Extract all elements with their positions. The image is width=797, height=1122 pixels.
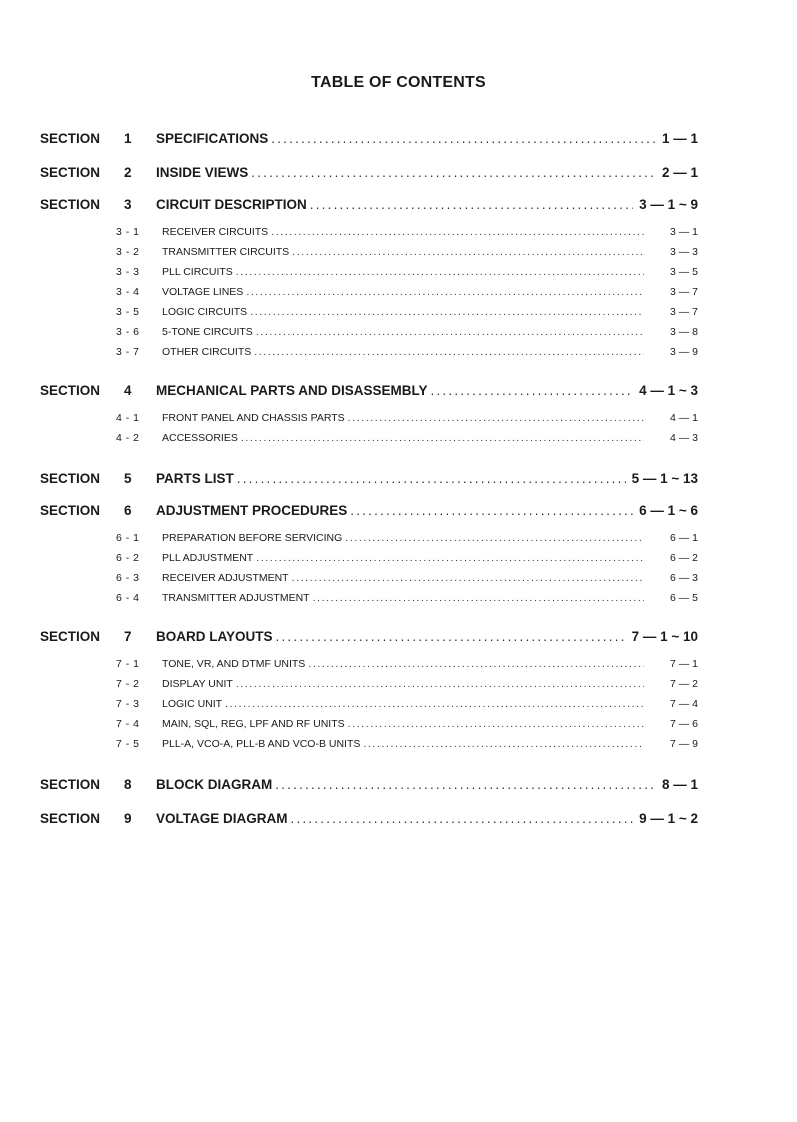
section-title: VOLTAGE DIAGRAM: [156, 811, 288, 826]
toc-subsection[interactable]: [116, 408, 698, 428]
toc-subsection[interactable]: [116, 342, 698, 362]
section-title: BOARD LAYOUTS: [156, 629, 273, 644]
dot-leader: [271, 122, 656, 156]
dot-leader: [313, 588, 644, 608]
subsection-title: ACCESSORIES: [162, 432, 238, 444]
subsection-page: 3 — 1: [669, 226, 698, 238]
toc-section-9[interactable]: [40, 802, 698, 836]
section-title: MECHANICAL PARTS AND DISASSEMBLY: [156, 383, 428, 398]
dot-leader: [237, 462, 626, 496]
section-number: 9: [124, 811, 132, 826]
section-number: 4: [124, 383, 132, 398]
subsection-list: [40, 528, 698, 608]
toc-section-3[interactable]: [40, 190, 698, 220]
subsection-number: 7 - 1: [116, 658, 140, 670]
toc-subsection[interactable]: [116, 242, 698, 262]
dot-leader: [256, 548, 644, 568]
section-number: 5: [124, 471, 132, 486]
subsection-title: DISPLAY UNIT: [162, 678, 233, 690]
section-number: 1: [124, 131, 132, 146]
section-label: SECTION: [40, 777, 101, 792]
section-label: SECTION: [40, 503, 101, 518]
section-page: 6 — 1 ~ 6: [639, 503, 698, 518]
dot-leader: [363, 734, 644, 754]
dot-leader: [236, 262, 644, 282]
section-page: 3 — 1 ~ 9: [639, 197, 698, 212]
toc-section-1[interactable]: [40, 122, 698, 156]
toc-subsection[interactable]: [116, 568, 698, 588]
section-page: 8 — 1: [661, 777, 698, 792]
subsection-title: PLL-A, VCO-A, PLL-B AND VCO-B UNITS: [162, 738, 361, 750]
subsection-number: 3 - 6: [116, 326, 140, 338]
subsection-number: 7 - 5: [116, 738, 140, 750]
section-page: 1 — 1: [661, 131, 698, 146]
subsection-page: 7 — 9: [669, 738, 698, 750]
section-page: 5 — 1 ~ 13: [631, 471, 698, 486]
toc-subsection[interactable]: [116, 322, 698, 342]
toc-section-8[interactable]: [40, 768, 698, 802]
subsection-title: RECEIVER ADJUSTMENT: [162, 572, 289, 584]
dot-leader: [275, 768, 656, 802]
subsection-page: 3 — 8: [669, 326, 698, 338]
toc-section-5[interactable]: [40, 462, 698, 496]
toc-section-7[interactable]: [40, 622, 698, 652]
toc-subsection[interactable]: [116, 714, 698, 734]
toc-subsection[interactable]: [116, 262, 698, 282]
subsection-page: 3 — 3: [669, 246, 698, 258]
dot-leader: [271, 222, 644, 242]
toc-subsection[interactable]: [116, 654, 698, 674]
dot-leader: [246, 282, 644, 302]
section-label: SECTION: [40, 131, 101, 146]
dot-leader: [292, 568, 644, 588]
dot-leader: [308, 654, 644, 674]
dot-leader: [291, 802, 634, 836]
toc-subsection[interactable]: [116, 548, 698, 568]
section-number: 6: [124, 503, 132, 518]
subsection-title: MAIN, SQL, REG, LPF AND RF UNITS: [162, 718, 345, 730]
subsection-number: 3 - 1: [116, 226, 140, 238]
subsection-page: 6 — 1: [669, 532, 698, 544]
section-page: 4 — 1 ~ 3: [639, 383, 698, 398]
dot-leader: [431, 376, 634, 406]
dot-leader: [292, 242, 644, 262]
subsection-page: 7 — 2: [669, 678, 698, 690]
subsection-number: 3 - 3: [116, 266, 140, 278]
subsection-title: PREPARATION BEFORE SERVICING: [162, 532, 343, 544]
subsection-title: PLL CIRCUITS: [162, 266, 233, 278]
toc-subsection[interactable]: [116, 428, 698, 448]
subsection-number: 3 - 7: [116, 346, 140, 358]
subsection-title: 5-TONE CIRCUITS: [162, 326, 253, 338]
dot-leader: [236, 674, 644, 694]
subsection-page: 3 — 5: [669, 266, 698, 278]
subsection-title: RECEIVER CIRCUITS: [162, 226, 269, 238]
section-number: 8: [124, 777, 132, 792]
subsection-number: 3 - 4: [116, 286, 140, 298]
subsection-title: LOGIC CIRCUITS: [162, 306, 248, 318]
subsection-number: 7 - 2: [116, 678, 140, 690]
section-label: SECTION: [40, 165, 101, 180]
subsection-list: [40, 408, 698, 448]
dot-leader: [310, 190, 633, 220]
subsection-number: 3 - 5: [116, 306, 140, 318]
toc-section-6[interactable]: [40, 496, 698, 526]
subsection-title: TONE, VR, AND DTMF UNITS: [162, 658, 306, 670]
subsection-number: 6 - 4: [116, 592, 140, 604]
section-title: PARTS LIST: [156, 471, 234, 486]
section-label: SECTION: [40, 471, 101, 486]
toc-subsection[interactable]: [116, 528, 698, 548]
toc-section-4[interactable]: [40, 376, 698, 406]
dot-leader: [225, 694, 644, 714]
toc-subsection[interactable]: [116, 674, 698, 694]
subsection-number: 3 - 2: [116, 246, 140, 258]
section-title: ADJUSTMENT PROCEDURES: [156, 503, 348, 518]
page-title: TABLE OF CONTENTS: [311, 74, 486, 91]
subsection-number: 4 - 1: [116, 412, 140, 424]
section-title: CIRCUIT DESCRIPTION: [156, 197, 307, 212]
toc-subsection[interactable]: [116, 588, 698, 608]
subsection-title: TRANSMITTER CIRCUITS: [162, 246, 290, 258]
subsection-title: LOGIC UNIT: [162, 698, 223, 710]
dot-leader: [256, 322, 644, 342]
section-label: SECTION: [40, 383, 101, 398]
dot-leader: [348, 714, 644, 734]
section-title: BLOCK DIAGRAM: [156, 777, 273, 792]
subsection-page: 6 — 3: [669, 572, 698, 584]
section-title: SPECIFICATIONS: [156, 131, 269, 146]
section-page: 2 — 1: [661, 165, 698, 180]
toc-section-2[interactable]: [40, 156, 698, 190]
subsection-page: 7 — 6: [669, 718, 698, 730]
subsection-page: 3 — 7: [669, 286, 698, 298]
dot-leader: [251, 156, 656, 190]
toc-subsection[interactable]: [116, 222, 698, 242]
subsection-title: OTHER CIRCUITS: [162, 346, 252, 358]
subsection-page: 3 — 9: [669, 346, 698, 358]
section-title: INSIDE VIEWS: [156, 165, 249, 180]
subsection-number: 7 - 4: [116, 718, 140, 730]
subsection-number: 6 - 3: [116, 572, 140, 584]
subsection-page: 3 — 7: [669, 306, 698, 318]
dot-leader: [350, 496, 633, 526]
subsection-number: 6 - 1: [116, 532, 140, 544]
dot-leader: [276, 622, 626, 652]
section-number: 2: [124, 165, 132, 180]
subsection-title: FRONT PANEL AND CHASSIS PARTS: [162, 412, 345, 424]
subsection-number: 6 - 2: [116, 552, 140, 564]
subsection-title: PLL ADJUSTMENT: [162, 552, 254, 564]
dot-leader: [348, 408, 644, 428]
dot-leader: [254, 342, 644, 362]
toc-subsection[interactable]: [116, 694, 698, 714]
section-page: 7 — 1 ~ 10: [631, 629, 698, 644]
subsection-title: TRANSMITTER ADJUSTMENT: [162, 592, 310, 604]
subsection-page: 7 — 4: [669, 698, 698, 710]
subsection-list: [40, 654, 698, 754]
dot-leader: [345, 528, 644, 548]
dot-leader: [250, 302, 644, 322]
section-label: SECTION: [40, 629, 101, 644]
section-number: 3: [124, 197, 132, 212]
section-label: SECTION: [40, 811, 101, 826]
toc-subsection[interactable]: [116, 302, 698, 322]
section-number: 7: [124, 629, 132, 644]
subsection-page: 6 — 2: [669, 552, 698, 564]
section-page: 9 — 1 ~ 2: [639, 811, 698, 826]
dot-leader: [241, 428, 644, 448]
section-label: SECTION: [40, 197, 101, 212]
subsection-page: 4 — 1: [669, 412, 698, 424]
subsection-page: 7 — 1: [669, 658, 698, 670]
table-of-contents: [40, 122, 698, 836]
toc-subsection[interactable]: [116, 282, 698, 302]
subsection-title: VOLTAGE LINES: [162, 286, 244, 298]
subsection-number: 4 - 2: [116, 432, 140, 444]
toc-subsection[interactable]: [116, 734, 698, 754]
subsection-number: 7 - 3: [116, 698, 140, 710]
subsection-page: 6 — 5: [669, 592, 698, 604]
subsection-page: 4 — 3: [669, 432, 698, 444]
subsection-list: [40, 222, 698, 362]
